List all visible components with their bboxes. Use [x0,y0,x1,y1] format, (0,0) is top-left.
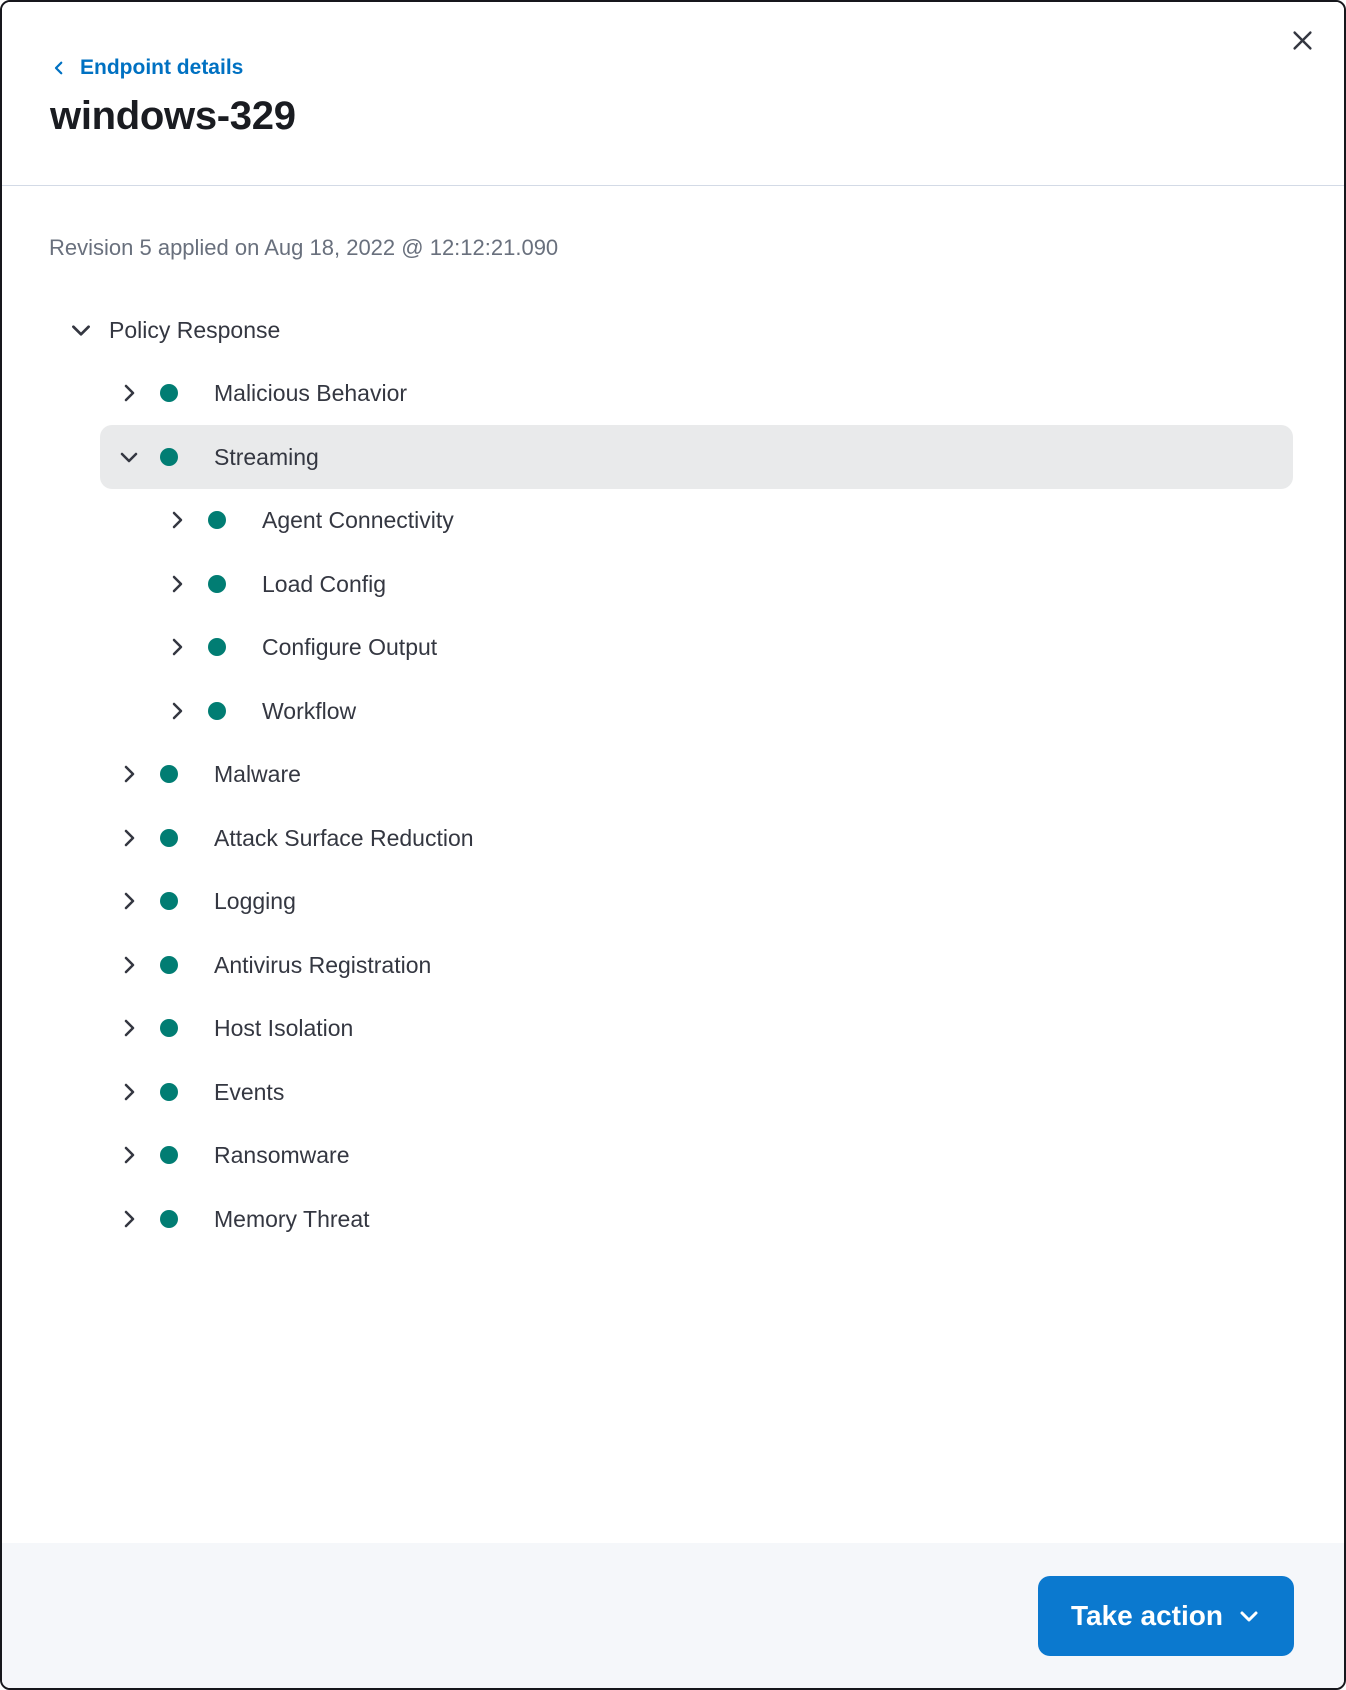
status-dot-icon [208,702,226,720]
tree-item-label: Memory Threat [214,1205,370,1232]
tree-item-load-config[interactable] [162,552,1344,616]
chevron-right-icon[interactable] [114,1080,144,1104]
tree-item-agent-connectivity[interactable] [162,489,1344,553]
status-dot-icon [208,511,226,529]
tree-item-label: Ransomware [214,1142,350,1169]
tree-item-label: Malware [214,761,301,788]
tree-item-attack-surface-reduction[interactable] [114,806,1344,870]
chevron-down-icon [1237,1604,1261,1628]
tree-item-label: Workflow [262,697,357,724]
chevron-left-icon [50,59,68,77]
chevron-right-icon[interactable] [162,508,192,532]
status-dot-icon [208,638,226,656]
chevron-right-icon[interactable] [114,762,144,786]
chevron-right-icon[interactable] [162,572,192,596]
tree-item-label: Antivirus Registration [214,951,432,978]
tree-item-label: Policy Response [109,316,281,343]
policy-response-tree [2,298,1344,1251]
take-action-button[interactable] [1038,1576,1294,1656]
tree-item-host-isolation[interactable] [114,997,1344,1061]
tree-items-container [2,362,1344,1251]
tree-item-workflow[interactable] [162,679,1344,743]
status-dot-icon [160,829,178,847]
chevron-right-icon[interactable] [114,381,144,405]
tree-item-label: Load Config [262,570,387,597]
take-action-label: Take action [1071,1599,1223,1631]
chevron-down-icon[interactable] [66,317,96,343]
revision-status-text: Revision 5 applied on Aug 18, 2022 @ 12:12:21.090 [49,235,559,260]
tree-item-malicious-behavior[interactable] [114,362,1344,426]
chevron-down-icon[interactable] [114,445,144,469]
tree-item-label: Agent Connectivity [262,507,454,534]
status-dot-icon [160,1146,178,1164]
tree-item-label: Host Isolation [214,1015,354,1042]
status-dot-icon [160,1083,178,1101]
tree-item-memory-threat[interactable] [114,1187,1344,1251]
tree-item-label: Streaming [214,443,319,470]
close-flyout-button[interactable] [1284,24,1320,60]
flyout-body [2,186,1344,1543]
status-dot-icon [208,575,226,593]
tree-item-label: Logging [214,888,296,915]
status-dot-icon [160,892,178,910]
tree-item-events[interactable] [114,1060,1344,1124]
tree-item-malware[interactable] [114,743,1344,807]
tree-item-label: Attack Surface Reduction [214,824,474,851]
chevron-right-icon[interactable] [162,699,192,723]
status-dot-icon [160,956,178,974]
page-title: windows-329 [50,94,296,138]
chevron-right-icon[interactable] [114,1016,144,1040]
close-icon [1289,27,1316,57]
tree-item-label: Malicious Behavior [214,380,408,407]
tree-item-label: Configure Output [262,634,438,661]
tree-item-antivirus-registration[interactable] [114,933,1344,997]
status-dot-icon [160,448,178,466]
status-dot-icon [160,384,178,402]
tree-root-item-policy-response[interactable] [66,298,1344,362]
chevron-right-icon[interactable] [114,826,144,850]
status-dot-icon [160,1019,178,1037]
tree-item-streaming[interactable] [100,425,1293,489]
status-dot-icon [160,1210,178,1228]
back-link-label: Endpoint details [80,56,244,79]
tree-item-label: Events [214,1078,285,1105]
chevron-right-icon[interactable] [114,1207,144,1231]
tree-item-configure-output[interactable] [162,616,1344,680]
chevron-right-icon[interactable] [114,953,144,977]
flyout-header [2,2,1344,186]
tree-item-ransomware[interactable] [114,1124,1344,1188]
chevron-right-icon[interactable] [114,1143,144,1167]
chevron-right-icon[interactable] [162,635,192,659]
chevron-right-icon[interactable] [114,889,144,913]
tree-item-logging[interactable] [114,870,1344,934]
flyout-footer [2,1543,1344,1688]
back-to-endpoint-details-link[interactable] [50,56,243,80]
status-dot-icon [160,765,178,783]
